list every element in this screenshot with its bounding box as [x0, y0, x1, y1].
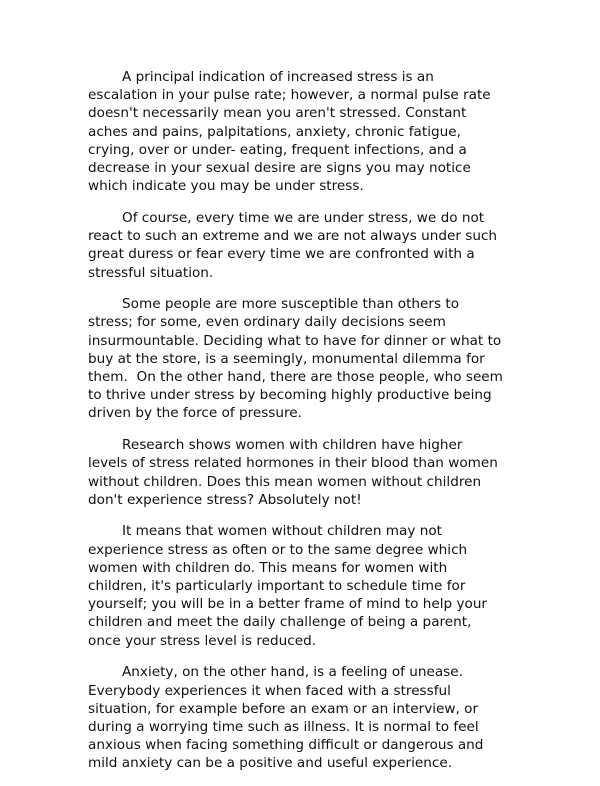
text-line: once your stress level is reduced. — [88, 632, 317, 649]
text-line: driven by the force of pressure. — [88, 405, 302, 422]
text-line: mild anxiety can be a positive and useful experience. — [88, 755, 453, 772]
text-line: to thrive under stress by becoming highly productive being — [88, 387, 492, 404]
text-line: aches and pains, palpitations, anxiety, chronic fatigue, — [88, 123, 461, 140]
text-line: yourself; you will be in a better frame of mind to help your — [88, 596, 488, 613]
paragraph-1 — [88, 68, 528, 195]
text-line: great duress or fear every time we are confronted with a — [88, 246, 475, 263]
text-line: A principal indication of increased stress is an — [122, 69, 434, 85]
text-line: experience stress as often or to the same degree which — [88, 541, 468, 558]
text-line: It means that women without children may not — [122, 523, 443, 540]
text-line: escalation in your pulse rate; however, a normal pulse rate — [88, 87, 491, 104]
text-line: don't experience stress? Absolutely not! — [88, 491, 362, 508]
text-line: stress; for some, even ordinary daily decisions seem — [88, 314, 446, 331]
text-line: decrease in your sexual desire are signs you may notice — [88, 160, 471, 177]
paragraph-3 — [88, 295, 528, 422]
text-line: stressful situation. — [88, 264, 214, 281]
text-line: children and meet the daily challenge of being a parent, — [88, 614, 472, 631]
text-line: which indicate you may be under stress. — [88, 178, 364, 195]
text-line: doesn't necessarily mean you aren't stressed. Constant — [88, 105, 467, 122]
text-line: women with children do. This means for women with — [88, 559, 448, 576]
text-line: Research shows women with children have higher — [122, 437, 463, 454]
text-line: insurmountable. Deciding what to have for dinner or what to — [88, 332, 502, 349]
text-line: crying, over or under- eating, frequent infections, and a — [88, 141, 467, 158]
document-page — [88, 68, 528, 786]
text-line: buy at the store, is a seemingly, monumental dilemma for — [88, 350, 485, 367]
text-line: react to such an extreme and we are not always under such — [88, 228, 498, 245]
text-line: children, it's particularly important to schedule time for — [88, 578, 466, 595]
paragraph-2 — [88, 209, 528, 282]
text-line: levels of stress related hormones in their blood than women — [88, 455, 498, 472]
text-line: Everybody experiences it when faced with a stressful — [88, 682, 451, 699]
paragraph-6 — [88, 663, 528, 772]
text-line: situation, for example before an exam or an interview, or — [88, 700, 479, 717]
text-line: them. On the other hand, there are those people, who seem — [88, 369, 503, 386]
text-line: Anxiety, on the other hand, is a feeling of unease. — [122, 664, 463, 681]
paragraph-5 — [88, 522, 528, 649]
text-line: anxious when facing something difficult or dangerous and — [88, 737, 484, 754]
text-line: during a worrying time such as illness. It is normal to feel — [88, 719, 479, 735]
paragraph-4 — [88, 436, 528, 509]
text-line: without children. Does this mean women without children — [88, 473, 482, 490]
text-line: Of course, every time we are under stress, we do not — [122, 209, 485, 226]
text-line: Some people are more susceptible than others to — [122, 296, 460, 313]
